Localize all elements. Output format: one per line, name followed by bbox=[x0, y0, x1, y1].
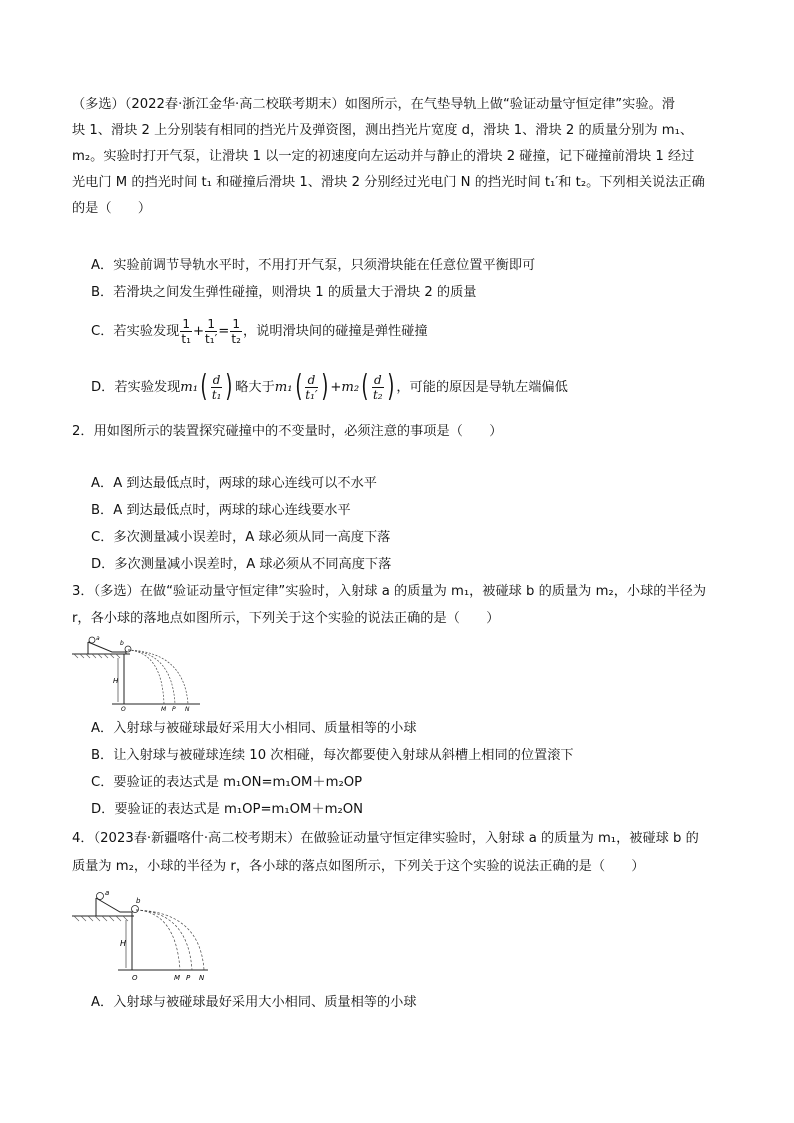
denominator: t₁ bbox=[181, 331, 191, 346]
q3-option-c: C．要验证的表达式是 m₁ON=m₁OM＋m₂OP bbox=[91, 775, 363, 790]
q1-option-d bbox=[91, 366, 568, 410]
label-H: H bbox=[120, 939, 127, 948]
q1-option-c bbox=[91, 312, 428, 352]
q1-option-d-suffix: ，可能的原因是导轨左端偏低 bbox=[396, 380, 568, 395]
fraction-1-over-t1-prime bbox=[205, 317, 217, 346]
q3-collision-figure bbox=[72, 634, 202, 712]
label-b: b bbox=[136, 897, 141, 905]
numerator: 1 bbox=[232, 316, 240, 331]
q1-option-d-middle: 略大于 bbox=[235, 380, 275, 395]
label-H: H bbox=[113, 677, 119, 685]
label-N: N bbox=[185, 706, 190, 712]
right-paren: ) bbox=[320, 369, 329, 404]
plus-sign: + bbox=[330, 380, 342, 395]
q2-option-d: D．多次测量减小误差时，A 球必须从不同高度下落 bbox=[91, 557, 392, 572]
left-paren: ( bbox=[200, 369, 208, 404]
q2-option-a: A．A 到达最低点时，两球的球心连线可以不水平 bbox=[91, 476, 377, 491]
fraction-d-over-t2 bbox=[372, 373, 384, 402]
q3-line-1: 3．（多选）在做“验证动量守恒定律”实验时，入射球 a 的质量为 m₁，被碰球 b 的质量为 m₂，小球的半径为 bbox=[72, 584, 707, 599]
q1-option-b: B．若滑块之间发生弹性碰撞，则滑块 1 的质量大于滑块 2 的质量 bbox=[91, 285, 477, 300]
label-O: O bbox=[121, 706, 126, 712]
numerator: 1 bbox=[182, 316, 190, 331]
numerator: d bbox=[212, 372, 221, 387]
left-paren: ( bbox=[294, 369, 302, 404]
right-paren: ) bbox=[225, 369, 233, 404]
q4-option-a: A．入射球与被碰球最好采用大小相同、质量相等的小球 bbox=[91, 995, 417, 1010]
ball-a bbox=[97, 893, 104, 900]
label-a: a bbox=[105, 889, 110, 897]
numerator: d bbox=[305, 373, 317, 388]
q1-line-5: 的是（ ） bbox=[72, 201, 152, 216]
denominator: t₁′ bbox=[305, 387, 318, 402]
label-M: M bbox=[161, 706, 167, 712]
q1-line-3: m₂。实验时打开气泵，让滑块 1 以一定的初速度向左运动并与静止的滑块 2 碰撞，记下碰撞前滑块 1 经过 bbox=[72, 149, 695, 164]
label-P: P bbox=[186, 974, 191, 982]
q3-option-a: A．入射球与被碰球最好采用大小相同、质量相等的小球 bbox=[91, 721, 417, 736]
q4-line-2: 质量为 m₂，小球的半径为 r，各小球的落点如图所示，下列关于这个实验的说法正确的是（ ） bbox=[72, 859, 645, 874]
q3-option-b: B．让入射球与被碰球连续 10 次相碰，每次都要使入射球从斜槽上相同的位置滚下 bbox=[91, 748, 574, 763]
ball-a bbox=[89, 637, 95, 643]
fraction-d-over-t1-prime bbox=[305, 373, 317, 402]
q4-line-1: 4．（2023春·新疆喀什·高二校考期末）在做验证动量守恒定律实验时，入射球 a 的质量为 m₁，被碰球 b 的 bbox=[72, 831, 699, 846]
q2-option-b: B．A 到达最低点时，两球的球心连线要水平 bbox=[91, 503, 351, 518]
plus-sign: + bbox=[192, 324, 205, 339]
mass-m2: m₂ bbox=[341, 380, 360, 395]
q3-option-d: D．要验证的表达式是 m₁OP=m₁OM＋m₂ON bbox=[91, 802, 364, 817]
label-M: M bbox=[174, 974, 181, 982]
fraction-d-over-t1 bbox=[211, 373, 223, 402]
numerator: d bbox=[373, 372, 382, 387]
q1-line-4: 光电门 M 的挡光时间 t₁ 和碰撞后滑块 1、滑块 2 分别经过光电门 N 的挡光时间 t₁′和 t₂。下列相关说法正确 bbox=[72, 175, 705, 190]
q4-collision-figure bbox=[72, 888, 212, 984]
ball-b bbox=[132, 906, 139, 913]
denominator: t₂ bbox=[231, 331, 241, 346]
q1-option-c-prefix: C．若实验发现 bbox=[91, 324, 180, 339]
q3-line-2: r，各小球的落地点如图所示，下列关于这个实验的说法正确的是（ ） bbox=[72, 611, 500, 626]
mass-m1: m₁ bbox=[274, 380, 293, 395]
denominator: t₁ bbox=[211, 387, 222, 402]
q2-option-c: C．多次测量减小误差时，A 球必须从同一高度下落 bbox=[91, 530, 391, 545]
q1-option-c-suffix: ，说明滑块间的碰撞是弹性碰撞 bbox=[243, 324, 428, 339]
ball-b bbox=[125, 646, 131, 652]
label-a: a bbox=[96, 635, 100, 642]
numerator: 1 bbox=[205, 317, 217, 332]
fraction-1-over-t2 bbox=[230, 317, 242, 346]
q2-stem: 2．用如图所示的装置探究碰撞中的不变量时，必须注意的事项是（ ） bbox=[72, 424, 503, 439]
label-b: b bbox=[120, 640, 124, 647]
denominator: t₁′ bbox=[205, 331, 218, 346]
fraction-1-over-t1 bbox=[180, 317, 192, 346]
mass-m1: m₁ bbox=[180, 380, 199, 395]
denominator: t₂ bbox=[372, 387, 383, 402]
label-P: P bbox=[172, 706, 176, 712]
q1-line-2: 块 1、滑块 2 上分别装有相同的挡光片及弹资图，测出挡光片宽度 d，滑块 1、滑块 2 的质量分别为 m₁、 bbox=[72, 123, 694, 138]
q1-option-a: A．实验前调节导轨水平时，不用打开气泵，只须滑块能在任意位置平衡即可 bbox=[91, 258, 536, 273]
left-paren: ( bbox=[361, 369, 369, 404]
equals-sign: = bbox=[218, 324, 230, 339]
q1-line-1: （多选）（2022春·浙江金华·高二校联考期末）如图所示，在气垫导轨上做“验证动量守恒定律”实验。滑 bbox=[72, 97, 675, 112]
label-O: O bbox=[132, 974, 138, 982]
label-N: N bbox=[199, 974, 205, 982]
right-paren: ) bbox=[386, 369, 394, 404]
q1-option-d-prefix: D．若实验发现 bbox=[91, 380, 181, 395]
